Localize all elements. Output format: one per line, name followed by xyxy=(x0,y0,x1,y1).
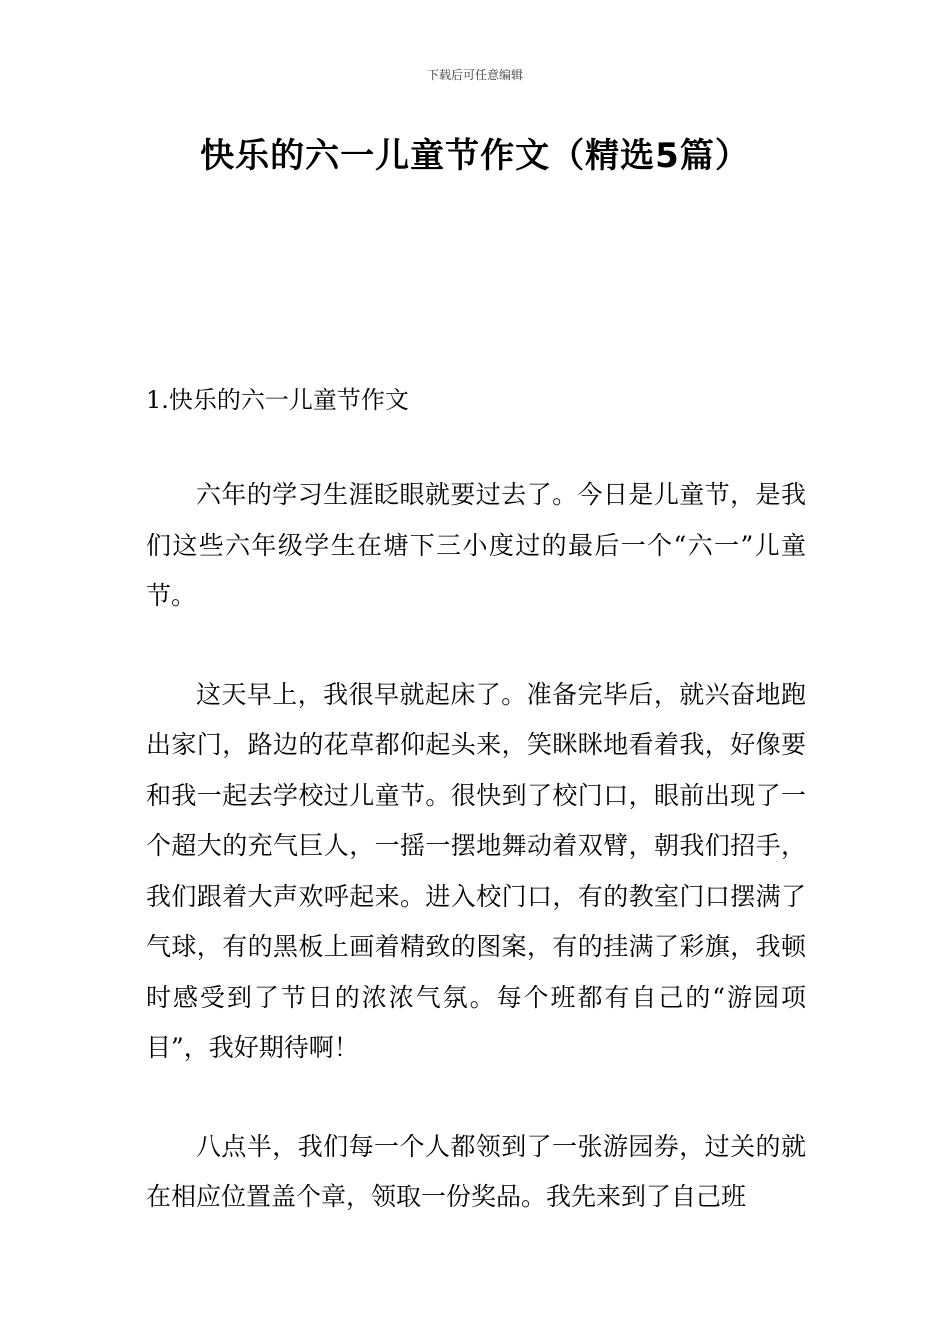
paragraph-1: 六年的学习生涯眨眼就要过去了。今日是儿童节，是我们这些六年级学生在塘下三小度过的最后一个“六一”儿童节。 xyxy=(146,480,806,610)
section-heading: 1.快乐的六一儿童节作文 xyxy=(146,386,409,414)
paragraph-2: 这天早上，我很早就起床了。准备完毕后，就兴奋地跑出家门，路边的花草都仰起头来，笑眯眯地看着我，好像要和我一起去学校过儿童节。很快到了校门口，眼前出现了一个超大的充气巨人，一摇一摆地舞动着双臂，朝我们招手，我们跟着大声欢呼起来。进入校门口，有的教室门口摆满了气球，有的黑板上画着精致的图案，有的挂满了彩旗，我顿时感受到了节日的浓浓气氛。每个班都有自己的“游园项目”，我好期待啊！ xyxy=(146,679,806,1062)
header-note: 下载后可任意编辑 xyxy=(426,68,523,82)
paragraph-3: 八点半，我们每一个人都领到了一张游园券，过关的就在相应位置盖个章，领取一份奖品。我先来到了自己班 xyxy=(146,1131,806,1211)
document-title: 快乐的六一儿童节作文（精选5篇） xyxy=(200,136,750,176)
document-body xyxy=(146,378,806,1271)
